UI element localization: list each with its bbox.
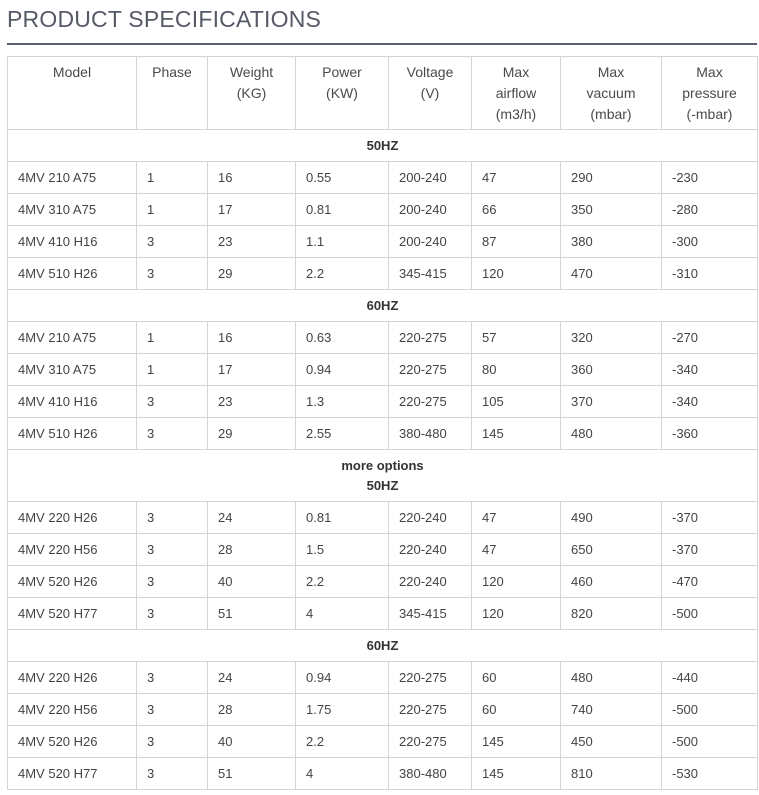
cell-voltage: 380-480 <box>389 418 472 450</box>
cell-phase: 3 <box>137 694 208 726</box>
title-divider <box>7 43 757 45</box>
column-header-line: (m3/h) <box>495 106 537 122</box>
cell-max-pressure: -440 <box>662 662 758 694</box>
page-title: PRODUCT SPECIFICATIONS <box>7 6 322 32</box>
cell-max-airflow: 120 <box>472 598 561 630</box>
cell-power: 0.81 <box>296 194 389 226</box>
cell-power: 0.81 <box>296 502 389 534</box>
cell-phase: 3 <box>137 726 208 758</box>
column-header-line: Model <box>52 64 92 80</box>
cell-max-pressure: -340 <box>662 354 758 386</box>
column-header-line: (KW) <box>326 85 358 101</box>
cell-voltage: 220-275 <box>389 726 472 758</box>
section-label <box>8 450 758 502</box>
table-row <box>8 386 758 418</box>
cell-voltage: 220-275 <box>389 694 472 726</box>
cell-weight: 40 <box>208 726 296 758</box>
cell-max-pressure: -370 <box>662 534 758 566</box>
column-header-voltage <box>389 57 472 130</box>
cell-max-pressure: -310 <box>662 258 758 290</box>
cell-power: 4 <box>296 758 389 790</box>
section-label <box>8 130 758 162</box>
column-header-line: airflow <box>495 85 537 101</box>
cell-phase: 3 <box>137 758 208 790</box>
header-row <box>8 57 758 130</box>
cell-max-airflow: 47 <box>472 162 561 194</box>
table-row <box>8 694 758 726</box>
cell-max-vacuum: 350 <box>561 194 662 226</box>
cell-model: 4MV 220 H26 <box>8 662 137 694</box>
table-row <box>8 566 758 598</box>
column-header-model <box>8 57 137 130</box>
cell-weight: 16 <box>208 322 296 354</box>
table-row <box>8 726 758 758</box>
cell-phase: 1 <box>137 162 208 194</box>
table-row <box>8 354 758 386</box>
cell-voltage: 220-240 <box>389 566 472 598</box>
cell-weight: 23 <box>208 386 296 418</box>
column-header-line: vacuum <box>586 85 636 101</box>
table-body <box>8 130 758 790</box>
cell-model: 4MV 520 H26 <box>8 726 137 758</box>
section-label-line: 50HZ <box>366 477 399 493</box>
cell-model: 4MV 220 H56 <box>8 694 137 726</box>
cell-voltage: 220-240 <box>389 502 472 534</box>
cell-voltage: 200-240 <box>389 162 472 194</box>
cell-max-vacuum: 470 <box>561 258 662 290</box>
cell-model: 4MV 510 H26 <box>8 418 137 450</box>
table-row <box>8 162 758 194</box>
cell-max-pressure: -370 <box>662 502 758 534</box>
cell-model: 4MV 410 H16 <box>8 386 137 418</box>
column-header-line: Max <box>597 64 625 80</box>
cell-max-vacuum: 490 <box>561 502 662 534</box>
cell-phase: 3 <box>137 226 208 258</box>
cell-max-airflow: 105 <box>472 386 561 418</box>
cell-model: 4MV 510 H26 <box>8 258 137 290</box>
cell-model: 4MV 210 A75 <box>8 322 137 354</box>
column-header-max-airflow <box>472 57 561 130</box>
cell-weight: 23 <box>208 226 296 258</box>
cell-model: 4MV 220 H26 <box>8 502 137 534</box>
cell-model: 4MV 210 A75 <box>8 162 137 194</box>
cell-max-vacuum: 820 <box>561 598 662 630</box>
column-header-line: (-mbar) <box>686 106 733 122</box>
column-header-line: Max <box>502 64 530 80</box>
table-row <box>8 194 758 226</box>
cell-max-pressure: -230 <box>662 162 758 194</box>
cell-max-vacuum: 370 <box>561 386 662 418</box>
section-label-line: more options <box>341 457 424 473</box>
section-header-row <box>8 450 758 502</box>
cell-model: 4MV 520 H26 <box>8 566 137 598</box>
cell-max-pressure: -500 <box>662 726 758 758</box>
column-header-line: Voltage <box>406 64 454 80</box>
cell-voltage: 345-415 <box>389 258 472 290</box>
cell-max-vacuum: 320 <box>561 322 662 354</box>
cell-max-vacuum: 810 <box>561 758 662 790</box>
cell-voltage: 380-480 <box>389 758 472 790</box>
cell-max-airflow: 47 <box>472 502 561 534</box>
cell-voltage: 200-240 <box>389 194 472 226</box>
section-header-row <box>8 290 758 322</box>
specifications-table <box>7 56 758 790</box>
cell-max-airflow: 80 <box>472 354 561 386</box>
cell-max-vacuum: 380 <box>561 226 662 258</box>
cell-max-pressure: -360 <box>662 418 758 450</box>
cell-model: 4MV 520 H77 <box>8 758 137 790</box>
column-header-phase <box>137 57 208 130</box>
cell-weight: 24 <box>208 662 296 694</box>
cell-max-pressure: -270 <box>662 322 758 354</box>
table-row <box>8 662 758 694</box>
cell-max-vacuum: 360 <box>561 354 662 386</box>
cell-phase: 3 <box>137 258 208 290</box>
cell-max-pressure: -500 <box>662 694 758 726</box>
column-header-line: Max <box>696 64 723 80</box>
cell-power: 1.3 <box>296 386 389 418</box>
cell-phase: 3 <box>137 534 208 566</box>
cell-max-airflow: 145 <box>472 758 561 790</box>
table-row <box>8 226 758 258</box>
table-row <box>8 758 758 790</box>
cell-max-vacuum: 650 <box>561 534 662 566</box>
cell-max-vacuum: 290 <box>561 162 662 194</box>
cell-phase: 3 <box>137 502 208 534</box>
section-label-line: 60HZ <box>366 638 399 653</box>
column-header-line: pressure <box>682 85 737 101</box>
table-row <box>8 258 758 290</box>
cell-max-airflow: 120 <box>472 258 561 290</box>
cell-power: 1.75 <box>296 694 389 726</box>
table-row <box>8 534 758 566</box>
cell-max-pressure: -530 <box>662 758 758 790</box>
column-header-line: (mbar) <box>590 106 632 122</box>
cell-max-pressure: -500 <box>662 598 758 630</box>
cell-weight: 16 <box>208 162 296 194</box>
cell-power: 1.5 <box>296 534 389 566</box>
cell-voltage: 200-240 <box>389 226 472 258</box>
column-header-weight <box>208 57 296 130</box>
section-header-row <box>8 130 758 162</box>
cell-weight: 24 <box>208 502 296 534</box>
cell-voltage: 220-275 <box>389 386 472 418</box>
column-header-line: (V) <box>420 85 440 101</box>
cell-model: 4MV 220 H56 <box>8 534 137 566</box>
cell-weight: 17 <box>208 354 296 386</box>
cell-phase: 3 <box>137 598 208 630</box>
cell-weight: 28 <box>208 694 296 726</box>
cell-voltage: 345-415 <box>389 598 472 630</box>
cell-max-airflow: 120 <box>472 566 561 598</box>
cell-phase: 3 <box>137 566 208 598</box>
cell-voltage: 220-275 <box>389 662 472 694</box>
cell-power: 2.2 <box>296 726 389 758</box>
column-header-line: (KG) <box>236 85 267 101</box>
cell-model: 4MV 310 A75 <box>8 194 137 226</box>
column-header-line: Phase <box>152 64 192 80</box>
cell-max-airflow: 60 <box>472 662 561 694</box>
cell-weight: 28 <box>208 534 296 566</box>
column-header-power <box>296 57 389 130</box>
cell-max-vacuum: 480 <box>561 662 662 694</box>
cell-max-airflow: 87 <box>472 226 561 258</box>
cell-weight: 29 <box>208 418 296 450</box>
column-header-line: Weight <box>229 64 274 80</box>
section-label <box>8 630 758 662</box>
cell-voltage: 220-240 <box>389 534 472 566</box>
cell-power: 0.94 <box>296 354 389 386</box>
column-header-line: Power <box>322 64 362 80</box>
cell-max-vacuum: 740 <box>561 694 662 726</box>
cell-phase: 1 <box>137 194 208 226</box>
cell-max-pressure: -280 <box>662 194 758 226</box>
cell-power: 2.2 <box>296 566 389 598</box>
cell-model: 4MV 310 A75 <box>8 354 137 386</box>
column-header-max-pressure <box>662 57 758 130</box>
cell-weight: 17 <box>208 194 296 226</box>
cell-max-vacuum: 460 <box>561 566 662 598</box>
cell-phase: 3 <box>137 418 208 450</box>
cell-power: 2.55 <box>296 418 389 450</box>
section-label <box>8 290 758 322</box>
cell-voltage: 220-275 <box>389 322 472 354</box>
cell-voltage: 220-275 <box>389 354 472 386</box>
cell-model: 4MV 410 H16 <box>8 226 137 258</box>
cell-weight: 29 <box>208 258 296 290</box>
section-label-line: 50HZ <box>366 138 399 153</box>
cell-max-airflow: 66 <box>472 194 561 226</box>
cell-power: 4 <box>296 598 389 630</box>
cell-max-airflow: 57 <box>472 322 561 354</box>
cell-power: 1.1 <box>296 226 389 258</box>
cell-weight: 40 <box>208 566 296 598</box>
cell-max-vacuum: 450 <box>561 726 662 758</box>
cell-weight: 51 <box>208 758 296 790</box>
section-header-row <box>8 630 758 662</box>
cell-max-pressure: -470 <box>662 566 758 598</box>
table-row <box>8 502 758 534</box>
cell-max-vacuum: 480 <box>561 418 662 450</box>
section-label-line: 60HZ <box>366 298 399 313</box>
cell-weight: 51 <box>208 598 296 630</box>
cell-max-pressure: -300 <box>662 226 758 258</box>
cell-power: 2.2 <box>296 258 389 290</box>
cell-max-pressure: -340 <box>662 386 758 418</box>
table-row <box>8 322 758 354</box>
cell-max-airflow: 145 <box>472 726 561 758</box>
cell-power: 0.94 <box>296 662 389 694</box>
cell-power: 0.63 <box>296 322 389 354</box>
cell-phase: 1 <box>137 354 208 386</box>
cell-model: 4MV 520 H77 <box>8 598 137 630</box>
cell-max-airflow: 47 <box>472 534 561 566</box>
table-row <box>8 418 758 450</box>
cell-max-airflow: 60 <box>472 694 561 726</box>
cell-max-airflow: 145 <box>472 418 561 450</box>
column-header-max-vacuum <box>561 57 662 130</box>
cell-phase: 3 <box>137 662 208 694</box>
cell-power: 0.55 <box>296 162 389 194</box>
cell-phase: 3 <box>137 386 208 418</box>
table-row <box>8 598 758 630</box>
cell-phase: 1 <box>137 322 208 354</box>
